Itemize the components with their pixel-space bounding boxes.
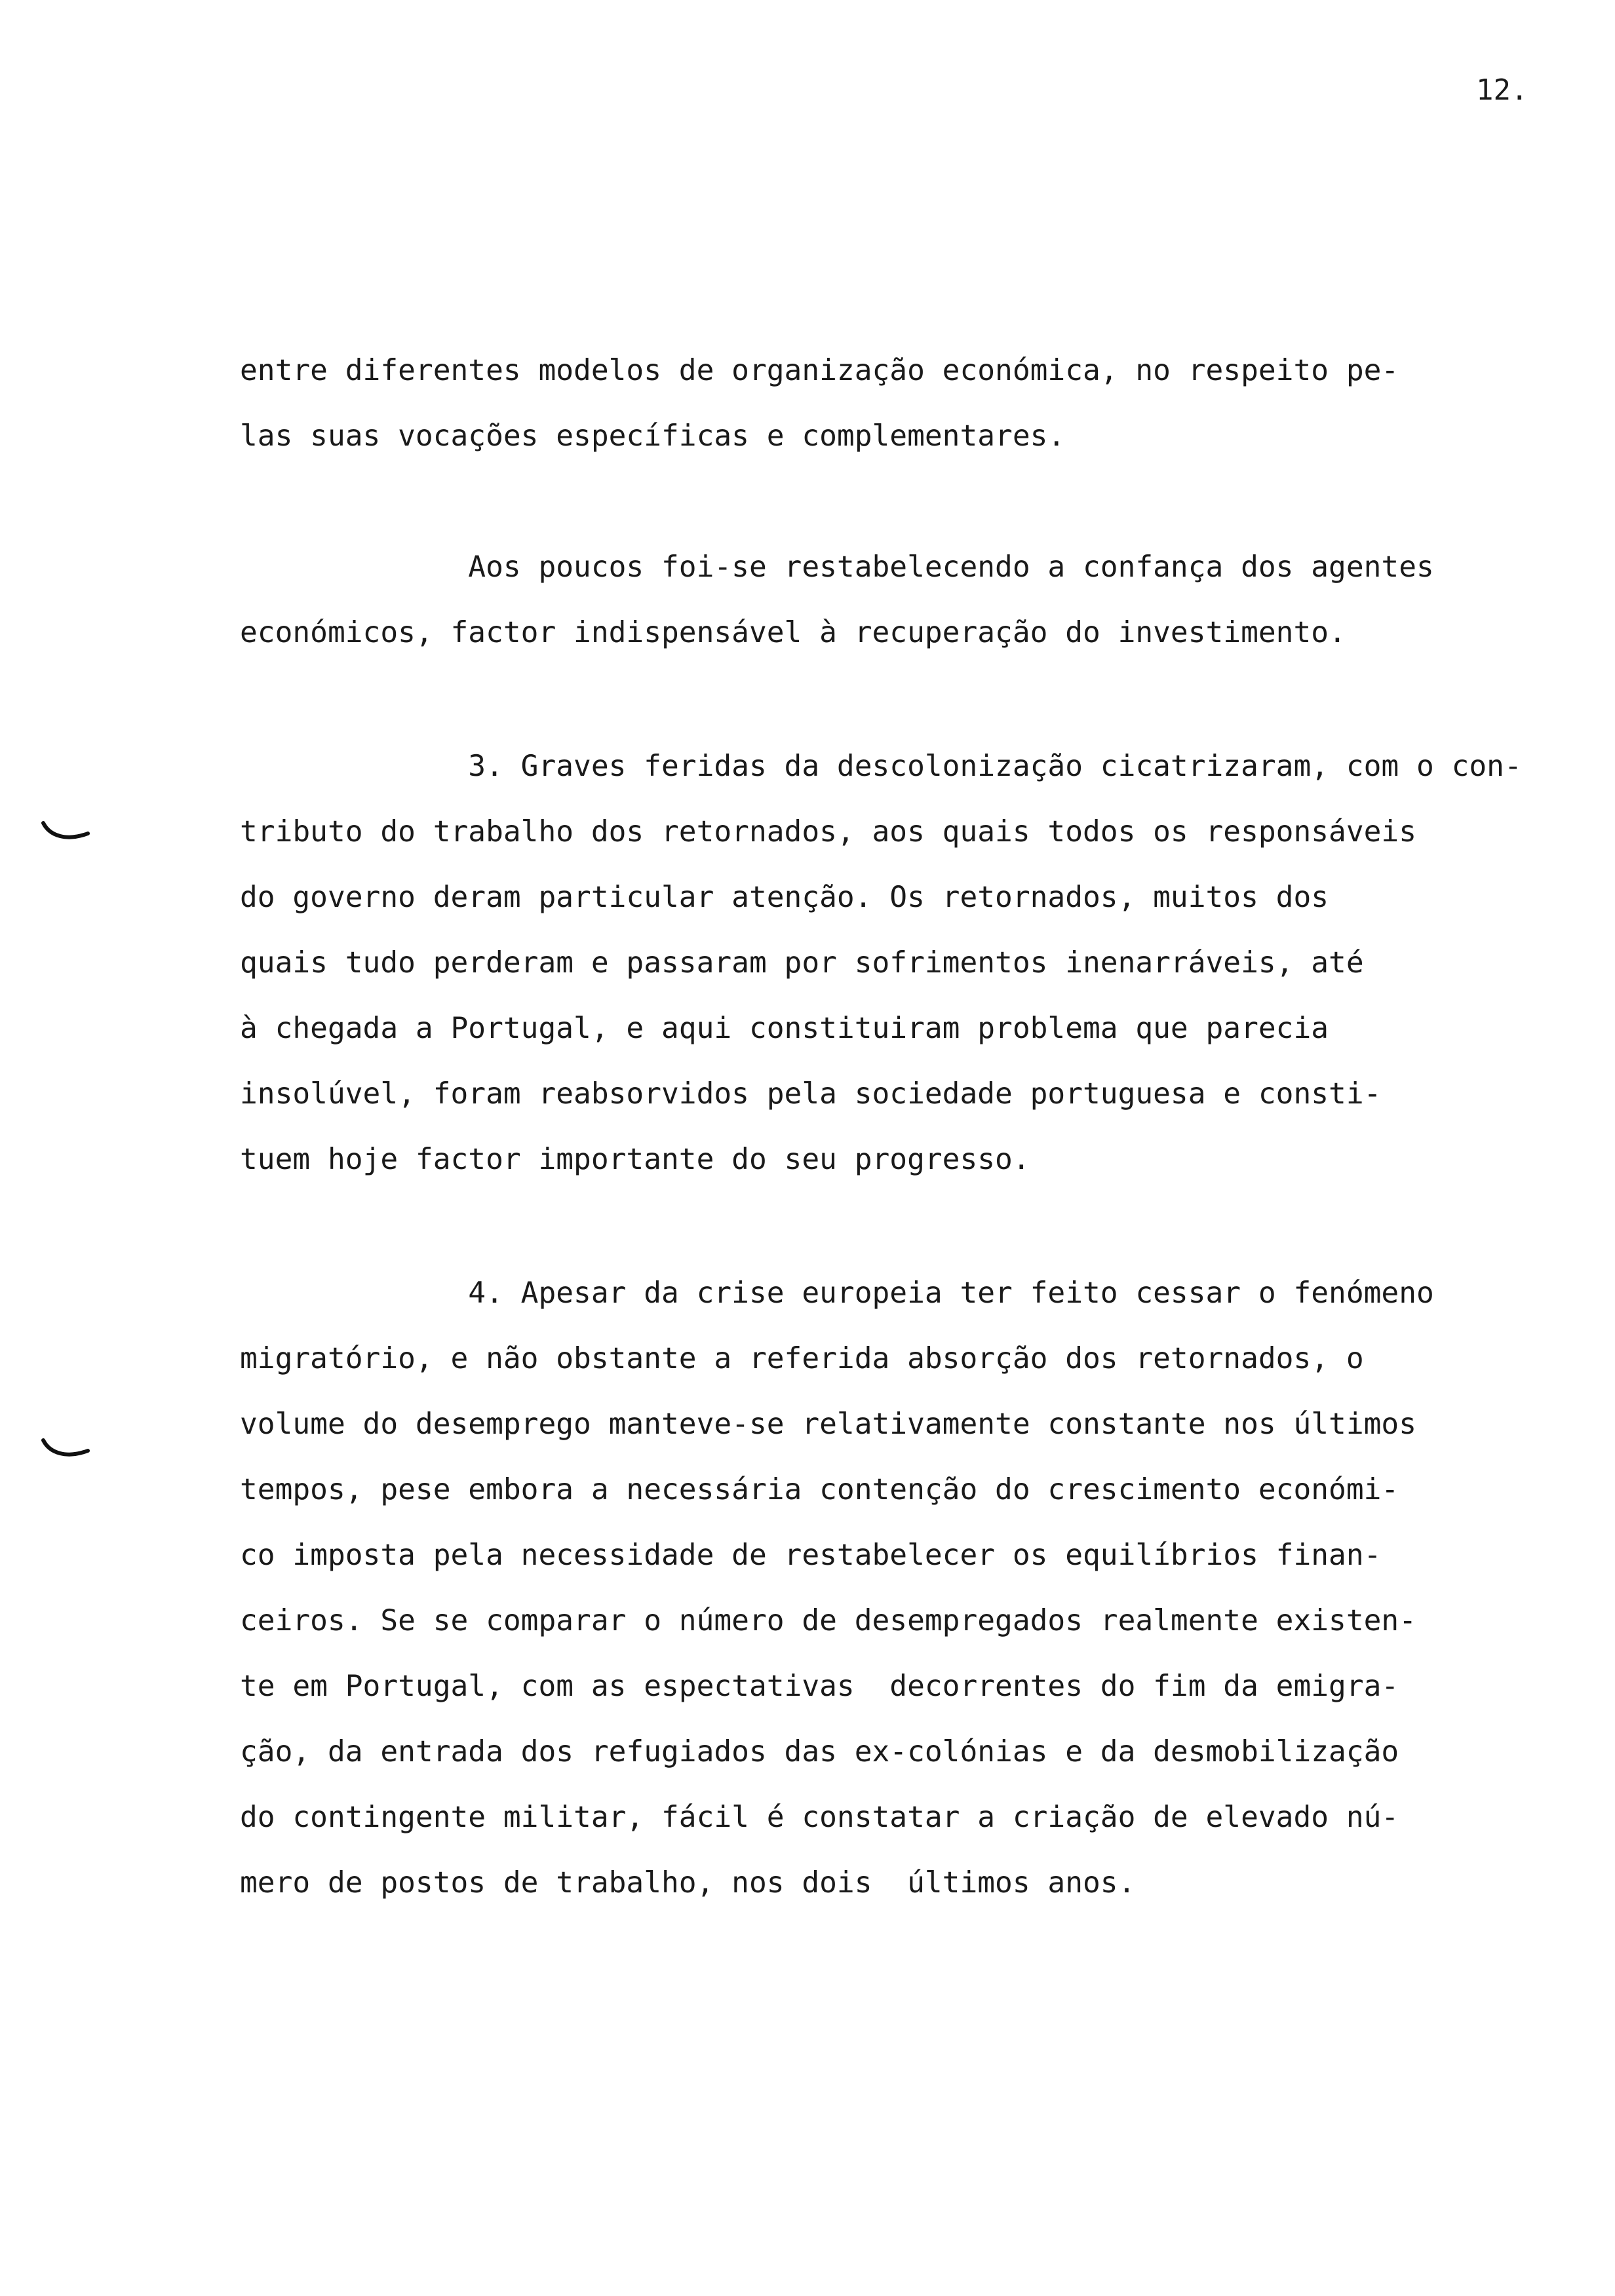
text-line: tuem hoje factor importante do seu progresso.	[240, 1143, 1030, 1176]
text-line: quais tudo perderam e passaram por sofrimentos inenarráveis, até	[240, 946, 1364, 980]
text-line: co imposta pela necessidade de restabelecer os equilíbrios finan-	[240, 1539, 1382, 1572]
text-line: insolúvel, foram reabsorvidos pela sociedade portuguesa e consti-	[240, 1077, 1382, 1111]
curved-margin-mark-icon	[41, 820, 90, 844]
text-line: las suas vocações específicas e complementares.	[240, 419, 1066, 453]
text-line: tributo do trabalho dos retornados, aos quais todos os responsáveis	[240, 815, 1417, 849]
text-line: ceiros. Se se comparar o número de desempregados realmente existen-	[240, 1604, 1417, 1637]
text-line: do governo deram particular atenção. Os retornados, muitos dos	[240, 881, 1329, 914]
text-line: tempos, pese embora a necessária contenção do crescimento económi-	[240, 1473, 1399, 1506]
text-line: volume do desemprego manteve-se relativamente constante nos últimos	[240, 1407, 1417, 1441]
text-line: entre diferentes modelos de organização económica, no respeito pe-	[240, 354, 1399, 387]
curved-margin-mark-icon	[41, 1438, 90, 1461]
text-line: 3. Graves feridas da descolonização cicatrizaram, com o con-	[240, 750, 1522, 783]
text-line: migratório, e não obstante a referida absorção dos retornados, o	[240, 1342, 1364, 1375]
text-line: económicos, factor indispensável à recuperação do investimento.	[240, 616, 1346, 649]
page-number: 12.	[1476, 73, 1528, 107]
text-line: à chegada a Portugal, e aqui constituiram problema que parecia	[240, 1012, 1329, 1045]
text-line: do contingente militar, fácil é constatar a criação de elevado nú-	[240, 1801, 1399, 1834]
text-line: te em Portugal, com as espectativas decorrentes do fim da emigra-	[240, 1670, 1399, 1703]
text-line: mero de postos de trabalho, nos dois últimos anos.	[240, 1866, 1136, 1900]
text-line: 4. Apesar da crise europeia ter feito cessar o fenómeno	[240, 1276, 1434, 1310]
text-line: Aos poucos foi-se restabelecendo a confança dos agentes	[240, 550, 1434, 584]
text-line: ção, da entrada dos refugiados das ex-colónias e da desmobilização	[240, 1735, 1399, 1769]
